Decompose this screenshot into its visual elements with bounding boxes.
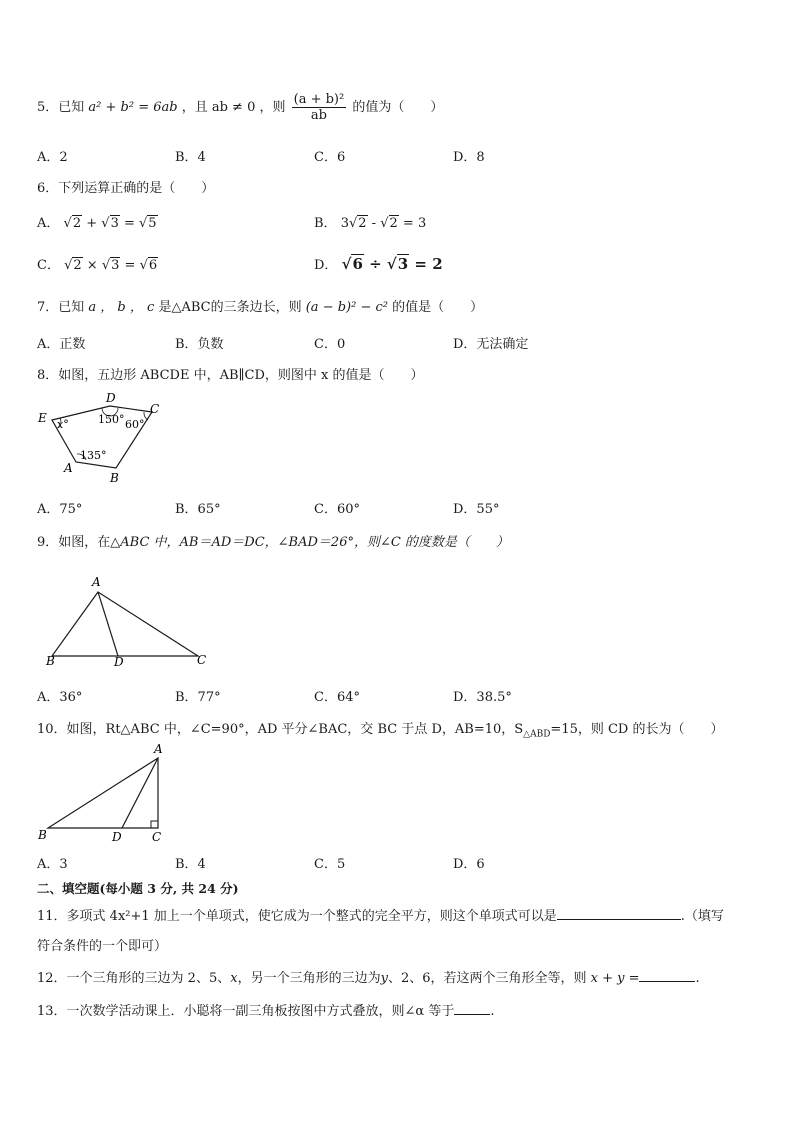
q9-label-c: C [197,653,207,667]
q9-stem: 9．如图，在△ABC 中，AB＝AD＝DC，∠BAD＝26°，则∠C 的度数是（ ） [37,535,509,550]
section-fill-in-blank-heading: 二、填空题(每小题 3 分, 共 24 分) [37,881,239,896]
q8-label-e: E [38,411,47,425]
q8-option-b: B．65° [175,502,221,517]
q5-option-a: A．2 [37,150,68,165]
q10-option-a: A．3 [37,857,68,872]
q10-label-d: D [112,830,122,844]
triangle-abc [52,592,198,656]
q6-option-b: B． 3√2 - √2 = 3 [314,216,427,231]
q7-option-c: C．0 [314,337,346,352]
q9-option-d: D．38.5° [453,690,512,705]
q9-option-c: C．64° [314,690,360,705]
q11-stem: 11．多项式 4x²+1 加上一个单项式，使它成为一个整式的完全平方，则这个单项式可以是 .（填写 [37,909,724,924]
q7-option-d: D．无法确定 [453,337,529,352]
right-angle-mark [151,821,158,828]
q13-stem: 13．一次数学活动课上．小聪将一副三角板按图中方式叠放，则∠α 等于 . [37,1004,495,1019]
q12-answer-blank[interactable] [639,981,695,982]
q6-d-expr: √6 ÷ √3 = 2 [341,255,443,273]
q9-option-b: B．77° [175,690,221,705]
q8-label-c: C [150,402,160,416]
q8-angle-x: x° [57,418,69,431]
q5-stem: 5．已知 a² + b² = 6ab ，且 ab ≠ 0 ，则 $\frac{\text{(a + b)²}}{ab}$ 的值为（ ） [37,92,444,123]
segment-ad [98,592,118,656]
q5-option-c: C．6 [314,150,346,165]
q10-option-b: B．4 [175,857,206,872]
q10-option-c: C．5 [314,857,346,872]
q10-right-triangle-figure [34,740,174,846]
triangle-abc-right [48,758,158,828]
q10-stem: 10．如图，Rt△ABC 中，∠C=90°，AD 平分∠BAC，交 BC 于点 D，AB=10，$S_{\triangle ABD}=15$，则 CD 的长为（ ） [37,722,724,740]
q8-pentagon-figure [30,390,170,485]
q7-option-a: A．正数 [37,337,86,352]
q8-option-a: A．75° [37,502,83,517]
q8-option-c: C．60° [314,502,360,517]
q6-option-a: A． √2 + √3 = √5 [37,216,157,231]
q8-angle-135: 135° [80,449,107,462]
q9-label-b: B [46,654,55,668]
q6-a-expr: √2 + √3 = √5 [63,216,157,231]
q8-label-a: A [64,461,73,475]
q10-label-a: A [154,742,163,756]
q5-option-b: B．4 [175,150,206,165]
q6-c-expr: √2 × √3 = √6 [64,258,158,273]
q9-triangle-figure [40,572,215,670]
q11-stem-cont: 符合条件的一个即可） [37,939,168,954]
q8-label-b: B [110,471,119,485]
q10-label-c: C [152,830,162,844]
q10-label-b: B [38,828,47,842]
q9-label-d: D [114,655,124,669]
q13-answer-blank[interactable] [454,1014,490,1015]
q6-stem: 6．下列运算正确的是（ ） [37,181,215,196]
q7-stem: 7．已知 a ， b ， c 是△ABC的三条边长，则 (a − b)² − c² 的值是（ ） [37,300,484,315]
q6-option-c: C． √2 × √3 = √6 [37,258,158,273]
q8-angle-60: 60° [125,418,145,431]
q8-angle-150: 150° [98,413,125,426]
q5-fraction: $\frac{\text{(a + b)²}}{ab}$ [293,92,345,123]
q11-answer-blank[interactable] [557,919,681,920]
q10-option-d: D．6 [453,857,485,872]
q6-b-expr: 3√2 - √2 = 3 [340,216,427,231]
q6-option-d: D． √6 ÷ √3 = 2 [314,255,443,273]
q12-stem: 12．一个三角形的三边为 2、5、x，另一个三角形的三边为y、2、6，若这两个三角形全等，则 x + y = . [37,971,700,986]
q8-label-d: D [106,391,116,405]
q5-option-d: D．8 [453,150,485,165]
q9-option-a: A．36° [37,690,83,705]
q8-stem: 8．如图，五边形 ABCDE 中，AB∥CD，则图中 x 的值是（ ） [37,368,424,383]
segment-ad-bisector [122,758,158,828]
q7-option-b: B．负数 [175,337,224,352]
q9-label-a: A [92,575,101,589]
q8-option-d: D．55° [453,502,500,517]
